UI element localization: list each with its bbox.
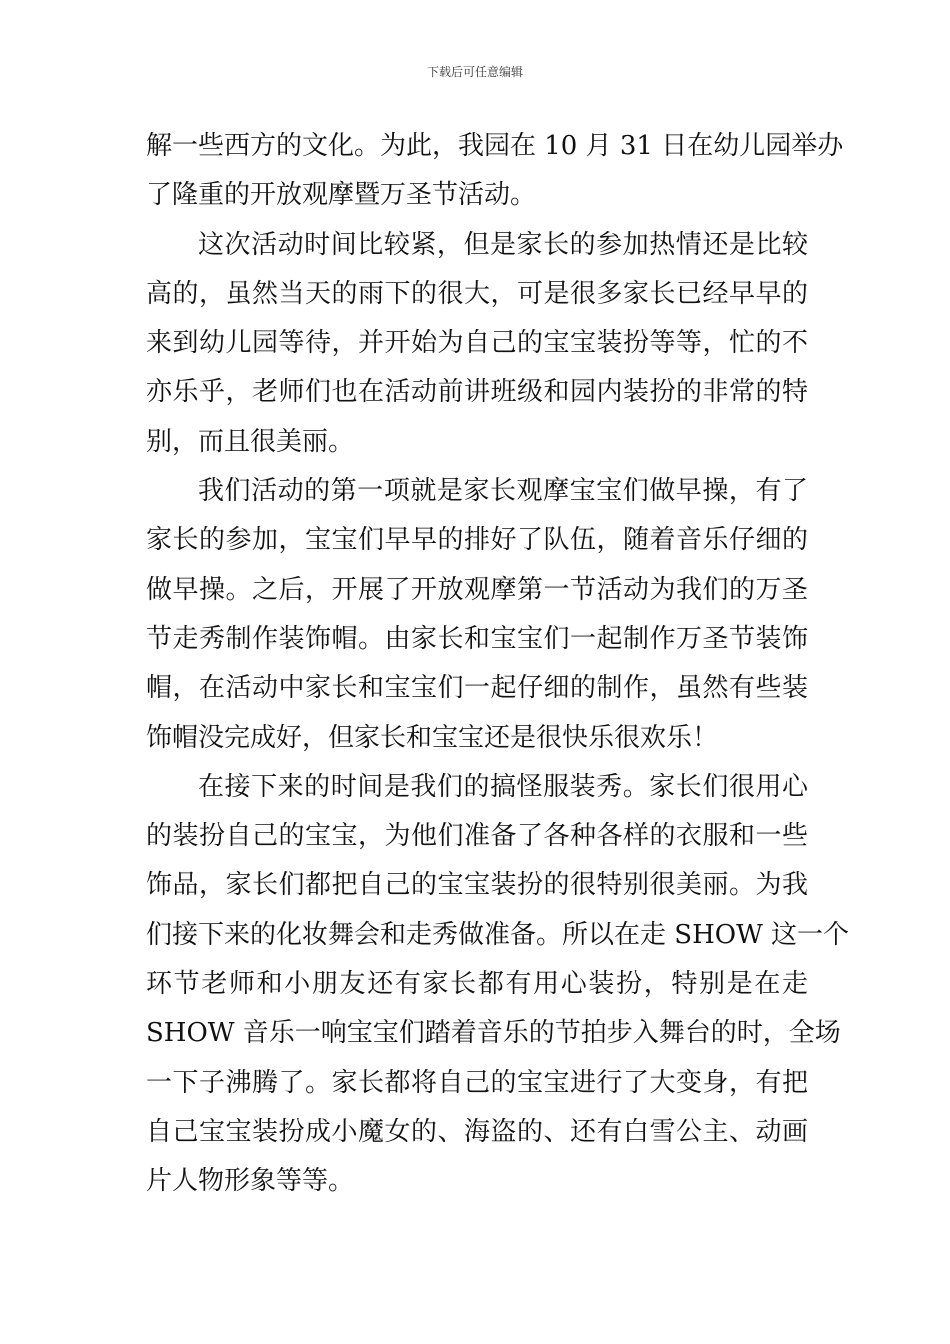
- text-line: SHOW 音乐一响宝宝们踏着音乐的节拍步入舞台的时，全场: [146, 1018, 841, 1049]
- text-line: 来到幼儿园等待，并开始为自己的宝宝装扮等等，忙的不: [146, 328, 808, 359]
- text-line: 别，而且很美丽。: [146, 426, 355, 457]
- text-line: 亦乐乎，老师们也在活动前讲班级和园内装扮的非常的特: [146, 377, 808, 408]
- text-line: 解一些西方的文化。为此，我园在 10 月 31 日在幼儿园举办: [146, 131, 844, 161]
- text-line: 一下子沸腾了。家长都将自己的宝宝进行了大变身，有把: [146, 1067, 808, 1098]
- text-line: 们接下来的化妆舞会和走秀做准备。所以在走 SHOW 这一个: [146, 919, 850, 950]
- text-line: 环节老师和小朋友还有家长都有用心装扮，特别是在走: [146, 969, 808, 1000]
- text-line: 的装扮自己的宝宝，为他们准备了各种各样的衣服和一些: [146, 821, 808, 852]
- paragraph-first-line: 这次活动时间比较紧，但是家长的参加热情还是比较: [198, 229, 808, 260]
- page-header: 下载后可任意编辑: [426, 65, 523, 79]
- text-line: 自己宝宝装扮成小魔女的、海盗的、还有白雪公主、动画: [146, 1116, 808, 1147]
- text-line: 做早操。之后，开展了开放观摩第一节活动为我们的万圣: [146, 574, 808, 605]
- paragraph-first-line: 在接下来的时间是我们的搞怪服装秀。家长们很用心: [198, 771, 808, 802]
- text-line: 饰帽没完成好，但家长和宝宝还是很快乐很欢乐！: [146, 722, 719, 753]
- text-line: 节走秀制作装饰帽。由家长和宝宝们一起制作万圣节装饰: [146, 623, 808, 654]
- text-line: 饰品，家长们都把自己的宝宝装扮的很特别很美丽。为我: [146, 870, 808, 901]
- text-line: 帽，在活动中家长和宝宝们一起仔细的制作，虽然有些装: [146, 673, 808, 704]
- paragraph-first-line: 我们活动的第一项就是家长观摩宝宝们做早操，有了: [198, 476, 808, 507]
- text-line: 片人物形象等等。: [146, 1166, 355, 1197]
- text-line: 家长的参加，宝宝们早早的排好了队伍，随着音乐仔细的: [146, 525, 808, 556]
- body-text: [146, 122, 850, 1207]
- text-line: 了隆重的开放观摩暨万圣节活动。: [146, 180, 537, 211]
- text-line: 高的，虽然当天的雨下的很大，可是很多家长已经早早的: [146, 278, 808, 309]
